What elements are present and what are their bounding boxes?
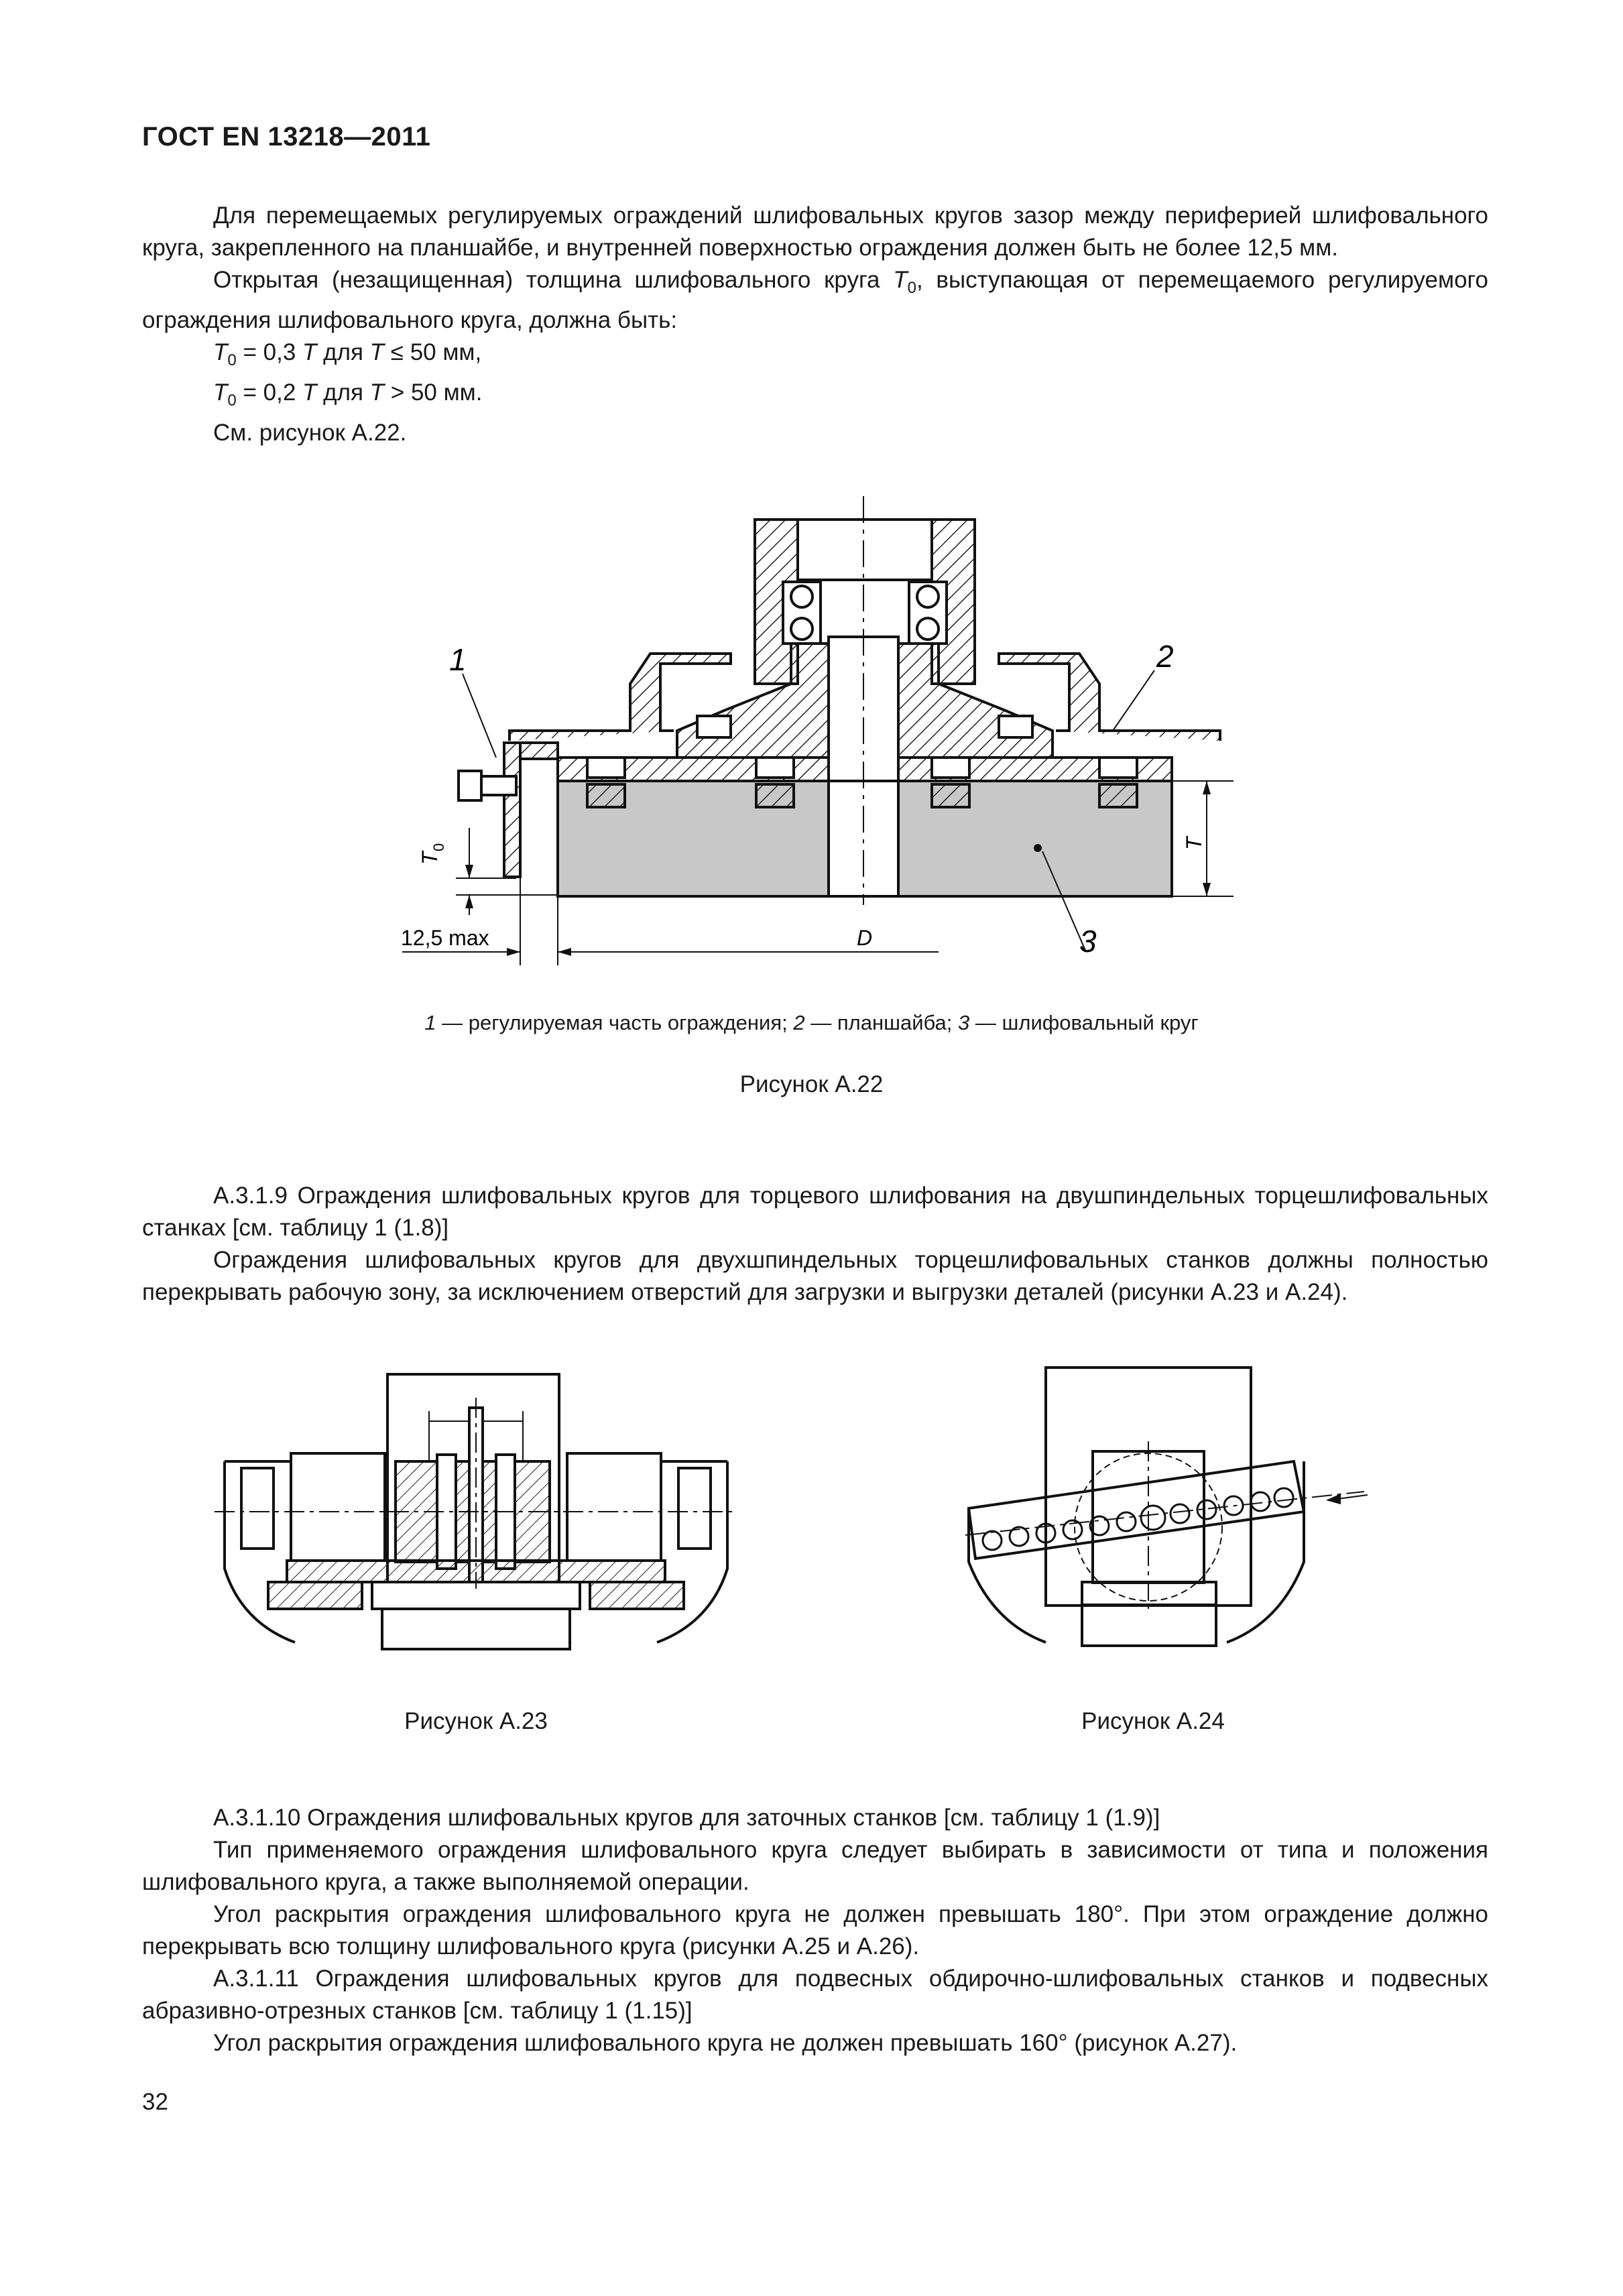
label-grinding-wheel: 3 [1079, 924, 1097, 959]
paragraph-a3-1-11-heading: А.3.1.11 Ограждения шлифовальных кругов для подвесных обдирочно-шлифовальных станков и подвесных абразивно-отрезных станков [см. таблицу 1 (1.15)] [142, 1966, 1488, 2024]
formula-line-1: $T_0 = 0,3$ T для T ≤ 50 мм, [213, 339, 482, 369]
figure-a23-caption: Рисунок А.23 [404, 1708, 548, 1734]
label-thickness-t: T [1182, 837, 1206, 850]
paragraph-guard-type: Тип применяемого ограждения шлифовального круга следует выбирать в зависимости от типа и положения шлифовального круга, а также выполняемой операции. [142, 1837, 1488, 1895]
paragraph-opening-angle-160: Угол раскрытия ограждения шлифовального круга не должен превышать 160° (рисунок А.27). [213, 2030, 1238, 2056]
paragraph-clearance: Для перемещаемых регулируемых ограждений шлифовальных кругов зазор между периферией шлифовального круга, закрепленного на планшайбе, и внутренней поверхностью ограждения должен быть не более 12,5 мм. [142, 202, 1488, 261]
label-t0: T [418, 851, 442, 865]
paragraph-a3-1-10-heading: А.3.1.10 Ограждения шлифовальных кругов для заточных станков [см. таблицу 1 (1.9)] [213, 1805, 1160, 1831]
page-number: 32 [142, 2089, 168, 2115]
formula-line-2: $T_0 = 0,2$ T для T > 50 мм. [213, 379, 483, 410]
document-code-header: ГОСТ EN 13218—2011 [142, 122, 431, 152]
label-gap-max: 12,5 max [401, 926, 489, 950]
paragraph-double-spindle: Ограждения шлифовальных кругов для двухшпиндельных торцешлифовальных станков должны полностью перекрывать рабочую зону, за исключением отверстий для загрузки и выгрузки деталей (рисунки А.23 и А.24). [142, 1247, 1488, 1305]
see-figure-reference: См. рисунок А.22. [213, 420, 407, 446]
figure-a22-legend: 1 — регулируемая часть ограждения; 2 — планшайба; 3 — шлифовальный круг [424, 1011, 1199, 1034]
label-faceplate: 2 [1156, 639, 1174, 674]
figure-a24-caption: Рисунок А.24 [1081, 1708, 1225, 1734]
label-diameter-d: D [857, 926, 873, 950]
section1-text [142, 200, 1488, 449]
section2-text [142, 1180, 1488, 1309]
label-guard-part: 1 [449, 642, 467, 677]
paragraph-opening-angle-180: Угол раскрытия ограждения шлифовального круга не должен превышать 180°. При этом ограждение должно перекрывать всю толщину шлифовального круга (рисунки А.25 и А.26). [142, 1901, 1488, 1959]
paragraph-open-thickness: Открытая (незащищенная) толщина шлифовального круга $T_0$, выступающая от перемещаемого регулируемого ограждения шлифовального круга, должна быть: [142, 267, 1488, 333]
label-t0-subscript: 0 [430, 843, 447, 851]
figure-a22-caption: Рисунок А.22 [739, 1071, 884, 1097]
figure-a22-drawing [375, 496, 1274, 979]
paragraph-a3-1-9-heading: А.3.1.9 Ограждения шлифовальных кругов для торцевого шлифования на двушпиндельных торцешлифовальных станках [см. таблицу 1 (1.8)] [142, 1183, 1488, 1241]
section3-text [142, 1802, 1488, 2059]
figure-a24-drawing [959, 1361, 1381, 1669]
figure-a23-drawing [215, 1368, 744, 1669]
